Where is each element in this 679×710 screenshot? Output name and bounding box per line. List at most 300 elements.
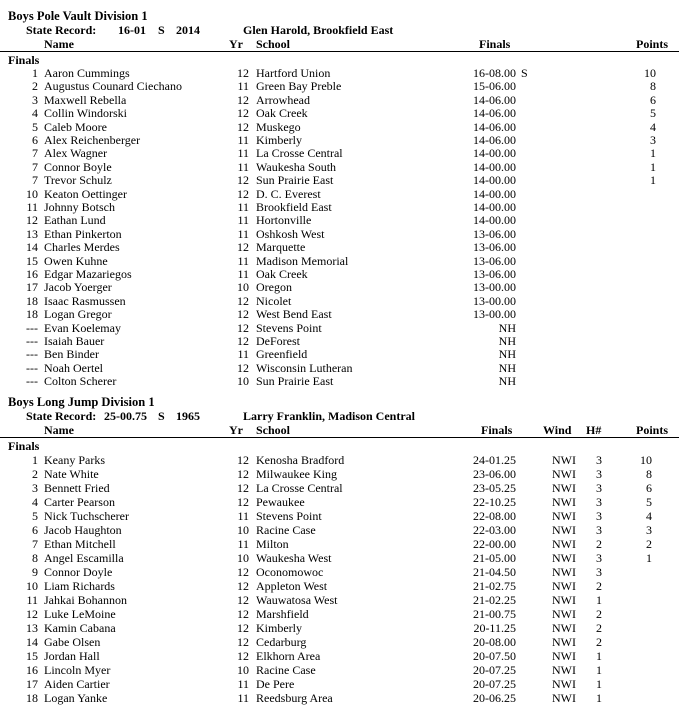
- table-row: [0, 482, 679, 495]
- place-cell: ---: [26, 360, 38, 375]
- place-cell: 6: [32, 523, 38, 537]
- mark-cell: 13-00.00: [473, 307, 516, 322]
- school-cell: Arrowhead: [256, 92, 310, 107]
- table-row: [0, 375, 679, 388]
- place-cell: 4: [32, 495, 38, 509]
- athlete-name-cell: Connor Boyle: [44, 159, 112, 174]
- school-cell: Sun Prairie East: [256, 173, 334, 188]
- athlete-name-cell: Jordan Hall: [44, 649, 100, 663]
- place-cell: 2: [32, 467, 38, 481]
- heat-cell: 1: [596, 691, 602, 705]
- athlete-name-cell: Liam Richards: [44, 579, 115, 593]
- year-cell: 12: [237, 495, 249, 509]
- column-header-school: School: [256, 423, 291, 437]
- heat-cell: 2: [596, 607, 602, 621]
- event-title: Boys Pole Vault Division 1: [8, 9, 148, 23]
- column-header-points: Points: [636, 423, 669, 437]
- column-header-points: Points: [636, 37, 669, 51]
- points-cell: 3: [646, 523, 652, 537]
- place-cell: 10: [26, 186, 38, 201]
- year-cell: 12: [237, 635, 249, 649]
- mark-cell: 14-00.00: [473, 213, 516, 228]
- column-header-name: Name: [44, 37, 74, 51]
- year-cell: 12: [237, 186, 249, 201]
- points-cell: 8: [650, 79, 656, 94]
- wind-cell: NWI: [552, 621, 576, 635]
- table-row: [0, 161, 679, 174]
- year-cell: 12: [237, 307, 249, 322]
- table-row: [0, 678, 679, 691]
- wind-cell: NWI: [552, 663, 576, 677]
- year-cell: 11: [237, 691, 249, 705]
- record-holder: Larry Franklin, Madison Central: [243, 409, 416, 423]
- heat-cell: 1: [596, 649, 602, 663]
- athlete-name-cell: Logan Gregor: [44, 307, 112, 322]
- table-row: [0, 214, 679, 227]
- place-cell: 15: [26, 253, 38, 268]
- year-cell: 12: [237, 320, 249, 335]
- table-row: [0, 552, 679, 565]
- year-cell: 12: [237, 481, 249, 495]
- mark-cell: 21-00.75: [473, 607, 516, 621]
- table-row: [0, 468, 679, 481]
- mark-cell: 20-07.50: [473, 649, 516, 663]
- table-row: [0, 594, 679, 607]
- mark-cell: 14-00.00: [473, 186, 516, 201]
- school-cell: Appleton West: [256, 579, 328, 593]
- school-cell: Cedarburg: [256, 635, 307, 649]
- wind-cell: NWI: [552, 551, 576, 565]
- points-cell: 4: [650, 119, 656, 134]
- mark-cell: 14-00.00: [473, 159, 516, 174]
- athlete-name-cell: Trevor Schulz: [44, 173, 112, 188]
- athlete-name-cell: Kamin Cabana: [44, 621, 116, 635]
- athlete-name-cell: Logan Yanke: [44, 691, 108, 705]
- school-cell: Oak Creek: [256, 267, 308, 281]
- points-cell: 2: [646, 537, 652, 551]
- year-cell: 12: [237, 106, 249, 121]
- points-cell: 6: [646, 481, 652, 495]
- place-cell: 11: [26, 200, 38, 214]
- year-cell: 11: [237, 253, 249, 268]
- athlete-name-cell: Keany Parks: [44, 453, 105, 467]
- points-cell: 8: [646, 467, 652, 481]
- wind-cell: NWI: [552, 649, 576, 663]
- place-cell: 7: [32, 146, 38, 161]
- place-cell: 18: [26, 691, 38, 705]
- school-cell: La Crosse Central: [256, 146, 343, 161]
- points-cell: 3: [650, 133, 656, 147]
- mark-cell: 14-00.00: [473, 173, 516, 188]
- wind-cell: NWI: [552, 537, 576, 551]
- school-cell: Racine Case: [256, 523, 316, 537]
- school-cell: Oconomowoc: [256, 565, 324, 579]
- year-cell: 12: [237, 593, 249, 607]
- athlete-name-cell: Isaiah Bauer: [44, 334, 105, 348]
- record-mark: 25-00.75: [104, 409, 147, 423]
- wind-cell: NWI: [552, 691, 576, 705]
- wind-cell: NWI: [552, 523, 576, 537]
- heat-cell: 2: [596, 537, 602, 551]
- athlete-name-cell: Nate White: [44, 467, 99, 481]
- mark-cell: 23-05.25: [473, 481, 516, 495]
- mark-cell: 21-05.00: [473, 551, 516, 565]
- record-year: 2014: [176, 23, 200, 37]
- table-row: [0, 636, 679, 649]
- points-cell: 1: [650, 146, 656, 161]
- table-row: [0, 121, 679, 134]
- year-cell: 12: [237, 173, 249, 188]
- school-cell: Kimberly: [256, 133, 302, 147]
- place-cell: 16: [26, 267, 38, 281]
- heat-cell: 3: [596, 453, 602, 467]
- mark-cell: 13-06.00: [473, 240, 516, 255]
- table-row: [0, 664, 679, 677]
- column-header-heat: H#: [586, 423, 602, 437]
- table-row: [0, 94, 679, 107]
- school-cell: Marshfield: [256, 607, 309, 621]
- year-cell: 10: [237, 663, 249, 677]
- athlete-name-cell: Aaron Cummings: [44, 66, 130, 80]
- year-cell: 11: [237, 509, 249, 523]
- year-cell: 12: [237, 92, 249, 107]
- year-cell: 12: [237, 334, 249, 348]
- school-cell: Greenfield: [256, 347, 308, 362]
- athlete-name-cell: Alex Reichenberger: [44, 133, 141, 147]
- place-cell: 16: [26, 663, 38, 677]
- athlete-name-cell: Alex Wagner: [44, 146, 108, 161]
- year-cell: 12: [237, 649, 249, 663]
- year-cell: 12: [237, 565, 249, 579]
- school-cell: Oshkosh West: [256, 226, 325, 241]
- table-row: [0, 335, 679, 348]
- place-cell: 1: [32, 66, 38, 80]
- mark-cell: 13-00.00: [473, 280, 516, 295]
- mark-cell: 13-06.00: [473, 226, 516, 241]
- wind-cell: NWI: [552, 677, 576, 691]
- table-row: [0, 268, 679, 281]
- school-cell: Madison Memorial: [256, 253, 349, 268]
- place-cell: 14: [26, 240, 38, 255]
- mark-cell: 22-00.00: [473, 537, 516, 551]
- year-cell: 11: [237, 267, 249, 281]
- school-cell: Pewaukee: [256, 495, 305, 509]
- record-holder: Glen Harold, Brookfield East: [243, 23, 394, 37]
- mark-cell: 20-07.25: [473, 677, 516, 691]
- place-cell: 11: [26, 593, 38, 607]
- athlete-name-cell: Keaton Oettinger: [44, 186, 127, 201]
- mark-cell: NH: [498, 320, 516, 335]
- record-label: State Record:: [26, 409, 97, 423]
- athlete-name-cell: Charles Merdes: [44, 240, 120, 255]
- athlete-name-cell: Johnny Botsch: [44, 200, 116, 214]
- year-cell: 12: [237, 579, 249, 593]
- year-cell: 11: [237, 677, 249, 691]
- place-cell: 17: [26, 677, 38, 691]
- table-row: [0, 348, 679, 361]
- points-cell: 1: [650, 173, 656, 188]
- school-cell: Green Bay Preble: [256, 79, 342, 94]
- place-cell: 5: [32, 119, 38, 134]
- athlete-name-cell: Collin Windorski: [44, 106, 127, 121]
- table-row: [0, 80, 679, 93]
- place-cell: 4: [32, 106, 38, 121]
- mark-cell: 15-06.00: [473, 79, 516, 94]
- mark-cell: 13-00.00: [473, 293, 516, 308]
- wind-cell: NWI: [552, 579, 576, 593]
- heat-cell: 3: [596, 495, 602, 509]
- column-header-school: School: [256, 37, 291, 51]
- school-cell: Oak Creek: [256, 106, 308, 121]
- table-row: [0, 67, 679, 80]
- column-header-wind: Wind: [543, 423, 572, 437]
- school-cell: West Bend East: [256, 307, 332, 322]
- wind-cell: NWI: [552, 607, 576, 621]
- school-cell: D. C. Everest: [256, 186, 321, 201]
- school-cell: Brookfield East: [256, 200, 332, 214]
- wind-cell: NWI: [552, 509, 576, 523]
- school-cell: De Pere: [256, 677, 295, 691]
- heat-cell: 3: [596, 467, 602, 481]
- table-row: [0, 362, 679, 375]
- place-cell: 5: [32, 509, 38, 523]
- wind-cell: NWI: [552, 565, 576, 579]
- athlete-name-cell: Nick Tuchscherer: [44, 509, 129, 523]
- place-cell: 6: [32, 133, 38, 147]
- table-row: [0, 295, 679, 308]
- school-cell: Wisconsin Lutheran: [256, 360, 353, 375]
- school-cell: Waukesha South: [256, 159, 337, 174]
- year-cell: 12: [237, 240, 249, 255]
- place-cell: 7: [32, 173, 38, 188]
- table-row: [0, 510, 679, 523]
- place-cell: ---: [26, 374, 38, 389]
- record-mark: 16-01: [118, 23, 146, 37]
- athlete-name-cell: Ethan Pinkerton: [44, 226, 122, 241]
- header-divider: [0, 437, 679, 438]
- place-cell: 10: [26, 579, 38, 593]
- points-cell: 5: [650, 106, 656, 121]
- wind-cell: NWI: [552, 453, 576, 467]
- school-cell: Reedsburg Area: [256, 691, 333, 705]
- year-cell: 12: [237, 293, 249, 308]
- place-cell: ---: [26, 334, 38, 348]
- column-header-finals: Finals: [479, 37, 511, 51]
- points-cell: 1: [646, 551, 652, 565]
- table-row: [0, 622, 679, 635]
- table-row: [0, 322, 679, 335]
- school-cell: Wauwatosa West: [256, 593, 338, 607]
- mark-cell: NH: [498, 360, 516, 375]
- year-cell: 12: [237, 453, 249, 467]
- athlete-name-cell: Isaac Rasmussen: [44, 293, 126, 308]
- year-cell: 12: [237, 119, 249, 134]
- athlete-name-cell: Edgar Mazariegos: [44, 267, 132, 281]
- school-cell: Waukesha West: [256, 551, 332, 565]
- wind-cell: NWI: [552, 495, 576, 509]
- athlete-name-cell: Evan Koelemay: [44, 320, 121, 335]
- year-cell: 11: [237, 537, 249, 551]
- heat-cell: 2: [596, 635, 602, 649]
- athlete-name-cell: Augustus Counard Ciechano: [44, 79, 182, 94]
- event-title: Boys Long Jump Division 1: [8, 395, 155, 409]
- athlete-name-cell: Gabe Olsen: [44, 635, 101, 649]
- school-cell: Oregon: [256, 280, 292, 295]
- heat-cell: 3: [596, 551, 602, 565]
- place-cell: 3: [32, 92, 38, 107]
- athlete-name-cell: Lincoln Myer: [44, 663, 111, 677]
- points-cell: 5: [646, 495, 652, 509]
- points-cell: 10: [644, 66, 656, 80]
- athlete-name-cell: Bennett Fried: [44, 481, 110, 495]
- year-cell: 10: [237, 523, 249, 537]
- points-cell: 6: [650, 92, 656, 107]
- year-cell: 12: [237, 467, 249, 481]
- table-row: [0, 281, 679, 294]
- table-row: [0, 496, 679, 509]
- athlete-name-cell: Ethan Mitchell: [44, 537, 116, 551]
- mark-cell: 16-08.00: [473, 66, 516, 80]
- mark-cell: 14-06.00: [473, 106, 516, 121]
- finals-label: Finals: [8, 53, 40, 67]
- year-cell: 12: [237, 607, 249, 621]
- wind-cell: NWI: [552, 635, 576, 649]
- mark-cell: 14-06.00: [473, 119, 516, 134]
- school-cell: Stevens Point: [256, 509, 322, 523]
- table-row: [0, 188, 679, 201]
- mark-cell: NH: [498, 347, 516, 362]
- table-row: [0, 608, 679, 621]
- header-divider: [0, 51, 679, 52]
- place-cell: 15: [26, 649, 38, 663]
- year-cell: 11: [237, 213, 249, 228]
- mark-cell: 14-06.00: [473, 133, 516, 147]
- year-cell: 10: [237, 551, 249, 565]
- mark-cell: 22-10.25: [473, 495, 516, 509]
- table-row: [0, 255, 679, 268]
- athlete-name-cell: Maxwell Rebella: [44, 92, 127, 107]
- table-row: [0, 147, 679, 160]
- record-year: 1965: [176, 409, 200, 423]
- table-row: [0, 174, 679, 187]
- heat-cell: 1: [596, 593, 602, 607]
- school-cell: Hortonville: [256, 213, 312, 228]
- school-cell: Racine Case: [256, 663, 316, 677]
- year-cell: 11: [237, 159, 249, 174]
- athlete-name-cell: Carter Pearson: [44, 495, 115, 509]
- place-cell: ---: [26, 320, 38, 335]
- athlete-name-cell: Caleb Moore: [44, 119, 107, 134]
- mark-cell: 13-06.00: [473, 267, 516, 281]
- year-cell: 12: [237, 621, 249, 635]
- wind-cell: NWI: [552, 593, 576, 607]
- athlete-name-cell: Jacob Haughton: [44, 523, 122, 537]
- year-cell: 10: [237, 374, 249, 389]
- record-flag: S: [158, 409, 165, 423]
- column-header-name: Name: [44, 423, 74, 437]
- mark-cell: 13-06.00: [473, 253, 516, 268]
- mark-cell: NH: [498, 374, 516, 389]
- place-cell: 13: [26, 226, 38, 241]
- mark-cell: 21-02.75: [473, 579, 516, 593]
- mark-cell: 21-02.25: [473, 593, 516, 607]
- record-flag-cell: S: [521, 66, 528, 80]
- school-cell: Sun Prairie East: [256, 374, 334, 389]
- place-cell: 12: [26, 213, 38, 228]
- mark-cell: 22-08.00: [473, 509, 516, 523]
- school-cell: Marquette: [256, 240, 306, 255]
- heat-cell: 1: [596, 663, 602, 677]
- place-cell: 8: [32, 551, 38, 565]
- table-row: [0, 241, 679, 254]
- athlete-name-cell: Eathan Lund: [44, 213, 106, 228]
- heat-cell: 3: [596, 565, 602, 579]
- athlete-name-cell: Ben Binder: [44, 347, 99, 362]
- place-cell: 7: [32, 537, 38, 551]
- heat-cell: 3: [596, 509, 602, 523]
- column-header-finals: Finals: [481, 423, 513, 437]
- athlete-name-cell: Colton Scherer: [44, 374, 117, 389]
- heat-cell: 1: [596, 677, 602, 691]
- points-cell: 10: [640, 453, 652, 467]
- school-cell: La Crosse Central: [256, 481, 343, 495]
- points-cell: 4: [646, 509, 652, 523]
- heat-cell: 2: [596, 579, 602, 593]
- year-cell: 10: [237, 280, 249, 295]
- school-cell: Kimberly: [256, 621, 302, 635]
- place-cell: 1: [32, 453, 38, 467]
- mark-cell: NH: [498, 334, 516, 348]
- school-cell: Milton: [256, 537, 289, 551]
- table-row: [0, 454, 679, 467]
- record-label: State Record:: [26, 23, 97, 37]
- mark-cell: 21-04.50: [473, 565, 516, 579]
- table-row: [0, 228, 679, 241]
- athlete-name-cell: Luke LeMoine: [44, 607, 116, 621]
- column-header-yr: Yr: [229, 423, 243, 437]
- column-header-yr: Yr: [229, 37, 243, 51]
- heat-cell: 3: [596, 481, 602, 495]
- athlete-name-cell: Angel Escamilla: [44, 551, 124, 565]
- table-row: [0, 650, 679, 663]
- year-cell: 11: [237, 347, 249, 362]
- place-cell: 18: [26, 293, 38, 308]
- place-cell: 14: [26, 635, 38, 649]
- table-row: [0, 524, 679, 537]
- year-cell: 11: [237, 146, 249, 161]
- mark-cell: 20-08.00: [473, 635, 516, 649]
- school-cell: Nicolet: [256, 293, 292, 308]
- table-row: [0, 538, 679, 551]
- athlete-name-cell: Owen Kuhne: [44, 253, 108, 268]
- mark-cell: 14-00.00: [473, 200, 516, 214]
- school-cell: Hartford Union: [256, 66, 331, 80]
- year-cell: 11: [237, 79, 249, 94]
- place-cell: 17: [26, 280, 38, 295]
- table-row: [0, 566, 679, 579]
- school-cell: Muskego: [256, 119, 301, 134]
- finals-label: Finals: [8, 439, 40, 453]
- table-row: [0, 580, 679, 593]
- table-row: [0, 308, 679, 321]
- athlete-name-cell: Jacob Yoerger: [44, 280, 112, 295]
- points-cell: 1: [650, 159, 656, 174]
- record-flag: S: [158, 23, 165, 37]
- mark-cell: 23-06.00: [473, 467, 516, 481]
- table-row: [0, 134, 679, 147]
- year-cell: 11: [237, 226, 249, 241]
- place-cell: 2: [32, 79, 38, 94]
